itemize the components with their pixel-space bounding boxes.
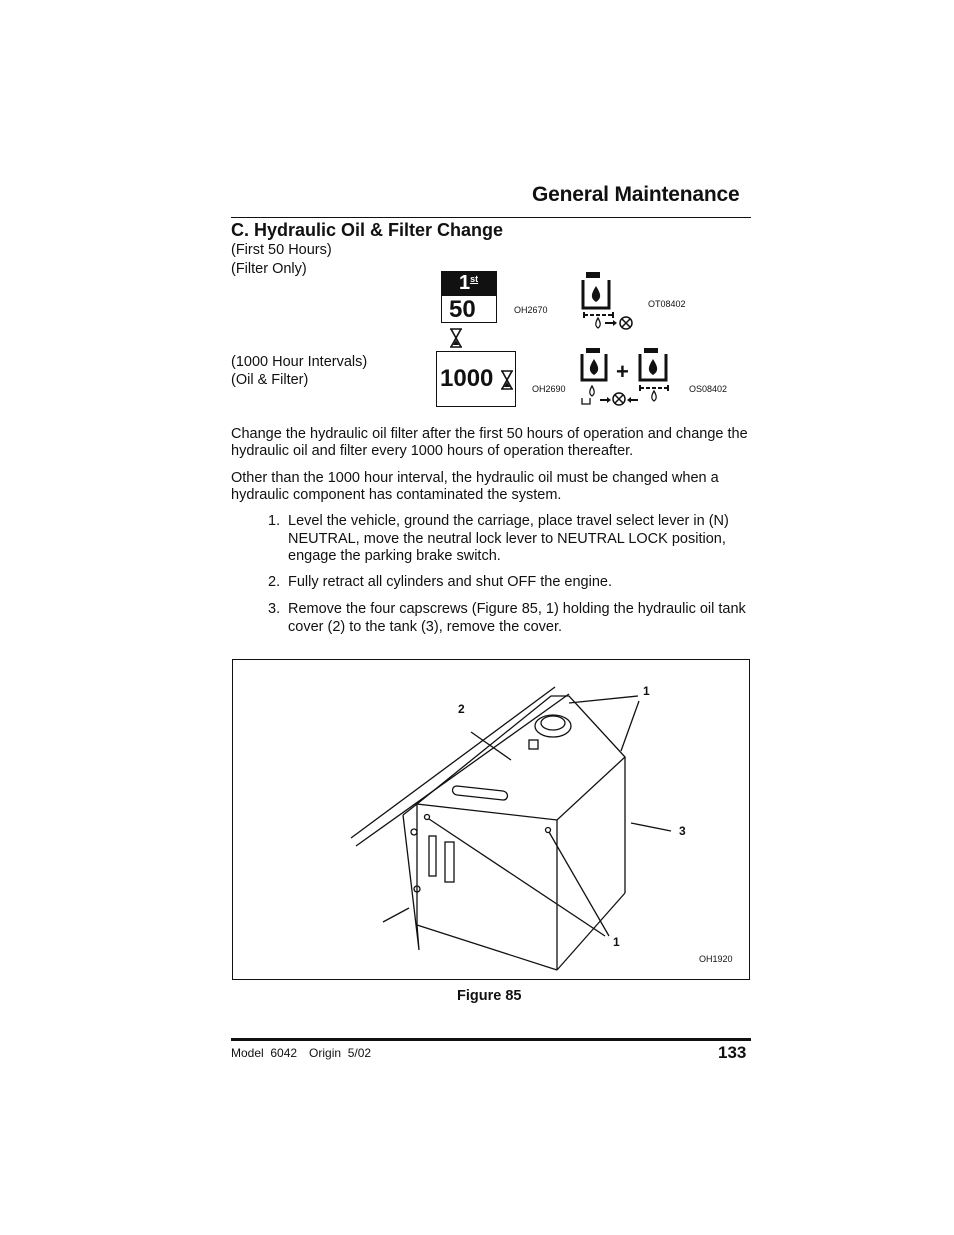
header-divider: [231, 217, 751, 218]
footer-origin: Origin 5/02: [309, 1046, 372, 1060]
section-title: C. Hydraulic Oil & Filter Change: [231, 220, 504, 240]
first-decal-hours-value: 50: [449, 296, 476, 323]
step-number: 1.: [268, 513, 281, 529]
1000-hours-decal: [436, 351, 516, 407]
step-text: Remove the four capscrews (Figure 85, 1) holding the hydraulic oil tank cover (2) to the tank (3), remove the cover.: [288, 601, 746, 635]
first-icon-code: OT08402: [648, 299, 686, 309]
paragraph-contamination: Other than the 1000 hour interval, the hydraulic oil must be changed when a hydraulic component has contaminated the system.: [231, 470, 719, 503]
footer-model: Model 6042: [231, 1046, 298, 1060]
hydraulic-filter-icon: [581, 272, 639, 332]
first-decal-hours: [442, 295, 496, 322]
figure-caption: Figure 85: [457, 988, 522, 1004]
callout-capscrews-top: 1: [643, 684, 650, 698]
list-item: [268, 513, 753, 566]
hourglass-icon: [500, 370, 514, 390]
step-number: 3.: [268, 601, 281, 617]
first-interval-label: (First 50 Hours): [231, 242, 332, 258]
footer-divider: [231, 1038, 751, 1041]
page-header-title: General Maintenance: [532, 183, 740, 206]
first-decal-suffix: st: [470, 274, 479, 284]
plus-sign: +: [616, 359, 629, 384]
figure-85-frame: [232, 659, 750, 980]
step-text: Level the vehicle, ground the carriage, place travel select lever in (N) NEUTRAL, move the neutral lock lever to NEUTRAL LOCK position, engage the parking brake switch.: [288, 513, 729, 564]
hourglass-icon: [449, 328, 463, 348]
paragraph-filter-change: Change the hydraulic oil filter after the first 50 hours of operation and change the hydraulic oil and filter every 1000 hours of operation thereafter.: [231, 426, 748, 459]
step-number: 2.: [268, 574, 281, 590]
second-decal-code: OH2690: [532, 384, 566, 394]
step-text: Fully retract all cylinders and shut OFF the engine.: [288, 574, 612, 590]
first-decal-number: 1: [459, 272, 471, 294]
callout-tank-cover: 2: [458, 702, 465, 716]
callout-capscrews-bottom: 1: [613, 935, 620, 949]
hydraulic-tank-illustration: [233, 660, 748, 978]
list-item: [268, 601, 753, 636]
footer-info: [231, 1046, 371, 1060]
second-icon-code: OS08402: [689, 384, 728, 394]
callout-tank: 3: [679, 824, 686, 838]
figure-code: OH1920: [699, 954, 733, 964]
page-number: 133: [718, 1043, 747, 1062]
list-item: [268, 574, 753, 592]
first-50-hours-decal: [441, 271, 497, 323]
second-interval-label: (1000 Hour Intervals): [231, 354, 368, 370]
first-interval-note: (Filter Only): [231, 261, 307, 277]
second-interval-note: (Oil & Filter): [231, 372, 309, 388]
first-decal-code: OH2670: [514, 305, 548, 315]
second-decal-hours-value: 1000: [440, 365, 494, 392]
first-decal-top: [442, 272, 496, 295]
